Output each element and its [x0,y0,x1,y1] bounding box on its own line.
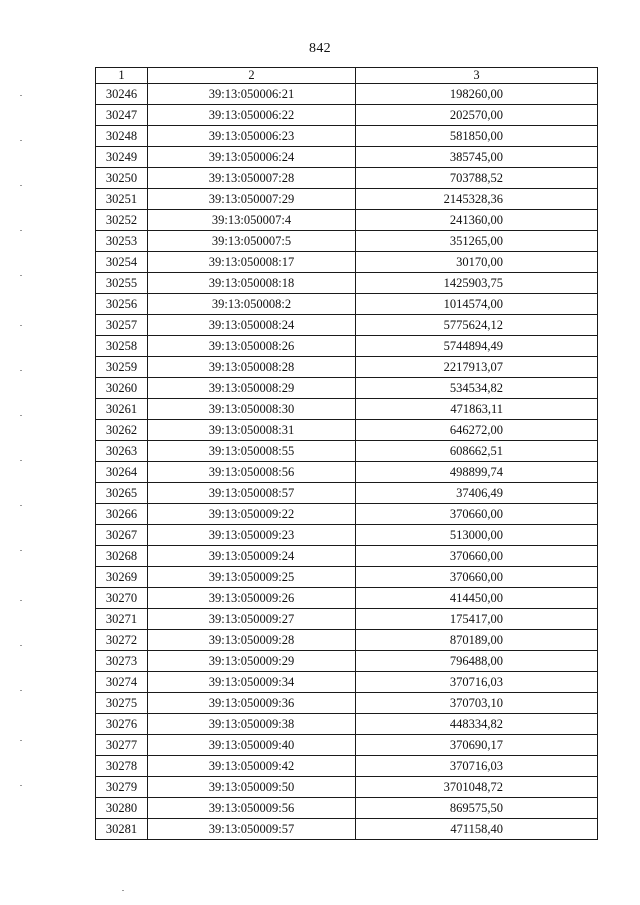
cadastral-value-cell: 703788,52 [356,168,598,189]
cadastral-value-cell: 30170,00 [356,252,598,273]
cadastral-value-cell: 370690,17 [356,735,598,756]
row-index-cell: 30278 [96,756,148,777]
cadastral-value-cell: 198260,00 [356,84,598,105]
row-index-cell: 30275 [96,693,148,714]
table-row [96,315,598,336]
margin-mark [20,600,22,601]
table-row [96,462,598,483]
table-row [96,252,598,273]
table-row [96,147,598,168]
table-row [96,756,598,777]
table-row [96,651,598,672]
table-row [96,819,598,840]
cadastral-number-cell: 39:13:050009:50 [148,777,356,798]
cadastral-value-cell: 2145328,36 [356,189,598,210]
cadastral-number-cell: 39:13:050008:57 [148,483,356,504]
margin-mark [20,325,22,326]
cadastral-number-cell: 39:13:050008:24 [148,315,356,336]
table-row [96,399,598,420]
table-row [96,504,598,525]
margin-mark [20,275,22,276]
cadastral-value-cell: 1014574,00 [356,294,598,315]
cadastral-number-cell: 39:13:050009:42 [148,756,356,777]
table-row [96,105,598,126]
cadastral-value-cell: 498899,74 [356,462,598,483]
scan-speck [122,890,124,891]
row-index-cell: 30264 [96,462,148,483]
cadastral-value-cell: 3701048,72 [356,777,598,798]
cadastral-number-cell: 39:13:050007:29 [148,189,356,210]
row-index-cell: 30251 [96,189,148,210]
row-index-cell: 30247 [96,105,148,126]
table-row [96,777,598,798]
row-index-cell: 30281 [96,819,148,840]
row-index-cell: 30250 [96,168,148,189]
cadastral-value-cell: 385745,00 [356,147,598,168]
row-index-cell: 30259 [96,357,148,378]
cadastral-number-cell: 39:13:050009:25 [148,567,356,588]
row-index-cell: 30249 [96,147,148,168]
cadastral-value-cell: 513000,00 [356,525,598,546]
cadastral-value-cell: 2217913,07 [356,357,598,378]
cadastral-number-cell: 39:13:050009:22 [148,504,356,525]
row-index-cell: 30254 [96,252,148,273]
cadastral-value-cell: 37406,49 [356,483,598,504]
table-row [96,441,598,462]
cadastral-value-cell: 1425903,75 [356,273,598,294]
cadastral-value-cell: 646272,00 [356,420,598,441]
cadastral-number-cell: 39:13:050009:23 [148,525,356,546]
table-row [96,714,598,735]
cadastral-value-cell: 241360,00 [356,210,598,231]
margin-mark [20,690,22,691]
cadastral-number-cell: 39:13:050009:38 [148,714,356,735]
cadastral-value-cell: 608662,51 [356,441,598,462]
table-row [96,294,598,315]
cadastral-value-cell: 581850,00 [356,126,598,147]
margin-mark [20,645,22,646]
cadastral-number-cell: 39:13:050008:2 [148,294,356,315]
row-index-cell: 30255 [96,273,148,294]
row-index-cell: 30276 [96,714,148,735]
table-header-row [96,68,598,84]
row-index-cell: 30252 [96,210,148,231]
row-index-cell: 30256 [96,294,148,315]
cadastral-value-cell: 202570,00 [356,105,598,126]
cadastral-number-cell: 39:13:050007:28 [148,168,356,189]
margin-mark [20,230,22,231]
cadastral-value-cell: 175417,00 [356,609,598,630]
margin-mark [20,95,22,96]
row-index-cell: 30258 [96,336,148,357]
cadastral-number-cell: 39:13:050006:21 [148,84,356,105]
cadastral-number-cell: 39:13:050008:56 [148,462,356,483]
row-index-cell: 30280 [96,798,148,819]
row-index-cell: 30246 [96,84,148,105]
margin-mark [20,785,22,786]
margin-mark [20,415,22,416]
row-index-cell: 30265 [96,483,148,504]
row-index-cell: 30274 [96,672,148,693]
cadastral-number-cell: 39:13:050008:31 [148,420,356,441]
row-index-cell: 30263 [96,441,148,462]
column-header-value: 3 [356,68,598,84]
table-row [96,84,598,105]
table-row [96,609,598,630]
row-index-cell: 30253 [96,231,148,252]
cadastral-value-cell: 471158,40 [356,819,598,840]
table-row [96,168,598,189]
cadastral-number-cell: 39:13:050006:24 [148,147,356,168]
column-header-index: 1 [96,68,148,84]
cadastral-value-cell: 370703,10 [356,693,598,714]
cadastral-value-cell: 414450,00 [356,588,598,609]
cadastral-number-cell: 39:13:050008:18 [148,273,356,294]
table-row [96,630,598,651]
table-row [96,126,598,147]
margin-mark [20,140,22,141]
cadastral-number-cell: 39:13:050009:29 [148,651,356,672]
cadastral-number-cell: 39:13:050007:5 [148,231,356,252]
margin-mark [20,740,22,741]
cadastral-value-table [95,67,598,840]
margin-mark [20,185,22,186]
cadastral-number-cell: 39:13:050009:36 [148,693,356,714]
table-row [96,735,598,756]
cadastral-value-cell: 870189,00 [356,630,598,651]
table-row [96,357,598,378]
table-row [96,588,598,609]
cadastral-number-cell: 39:13:050006:22 [148,105,356,126]
row-index-cell: 30260 [96,378,148,399]
table-body [96,84,598,840]
cadastral-value-cell: 370716,03 [356,756,598,777]
cadastral-value-cell: 796488,00 [356,651,598,672]
cadastral-number-cell: 39:13:050009:26 [148,588,356,609]
row-index-cell: 30272 [96,630,148,651]
table-row [96,546,598,567]
cadastral-number-cell: 39:13:050008:28 [148,357,356,378]
row-index-cell: 30270 [96,588,148,609]
cadastral-number-cell: 39:13:050009:57 [148,819,356,840]
cadastral-value-cell: 370660,00 [356,567,598,588]
row-index-cell: 30269 [96,567,148,588]
margin-mark [20,550,22,551]
cadastral-value-cell: 370660,00 [356,504,598,525]
table-row [96,189,598,210]
table-row [96,231,598,252]
cadastral-value-cell: 5775624,12 [356,315,598,336]
row-index-cell: 30279 [96,777,148,798]
cadastral-number-cell: 39:13:050009:27 [148,609,356,630]
cadastral-value-cell: 869575,50 [356,798,598,819]
cadastral-number-cell: 39:13:050007:4 [148,210,356,231]
column-header-cadastral-number: 2 [148,68,356,84]
row-index-cell: 30262 [96,420,148,441]
cadastral-value-cell: 370660,00 [356,546,598,567]
cadastral-number-cell: 39:13:050008:26 [148,336,356,357]
row-index-cell: 30266 [96,504,148,525]
cadastral-number-cell: 39:13:050006:23 [148,126,356,147]
cadastral-value-cell: 5744894,49 [356,336,598,357]
cadastral-number-cell: 39:13:050009:24 [148,546,356,567]
row-index-cell: 30271 [96,609,148,630]
table-row [96,672,598,693]
margin-mark [20,370,22,371]
cadastral-value-cell: 448334,82 [356,714,598,735]
page-number: 842 [309,41,331,56]
margin-mark [20,505,22,506]
cadastral-value-cell: 370716,03 [356,672,598,693]
cadastral-number-cell: 39:13:050008:29 [148,378,356,399]
cadastral-number-cell: 39:13:050009:56 [148,798,356,819]
table-row [96,693,598,714]
cadastral-value-cell: 534534,82 [356,378,598,399]
table-row [96,525,598,546]
row-index-cell: 30267 [96,525,148,546]
cadastral-number-cell: 39:13:050009:34 [148,672,356,693]
table-row [96,798,598,819]
row-index-cell: 30273 [96,651,148,672]
margin-mark [20,460,22,461]
row-index-cell: 30261 [96,399,148,420]
row-index-cell: 30248 [96,126,148,147]
cadastral-number-cell: 39:13:050009:28 [148,630,356,651]
table-row [96,378,598,399]
cadastral-value-cell: 351265,00 [356,231,598,252]
table-row [96,273,598,294]
cadastral-value-cell: 471863,11 [356,399,598,420]
row-index-cell: 30268 [96,546,148,567]
cadastral-number-cell: 39:13:050008:30 [148,399,356,420]
row-index-cell: 30277 [96,735,148,756]
cadastral-number-cell: 39:13:050008:17 [148,252,356,273]
table-row [96,210,598,231]
row-index-cell: 30257 [96,315,148,336]
cadastral-number-cell: 39:13:050009:40 [148,735,356,756]
table-row [96,567,598,588]
cadastral-number-cell: 39:13:050008:55 [148,441,356,462]
table-row [96,483,598,504]
table-row [96,336,598,357]
table-row [96,420,598,441]
